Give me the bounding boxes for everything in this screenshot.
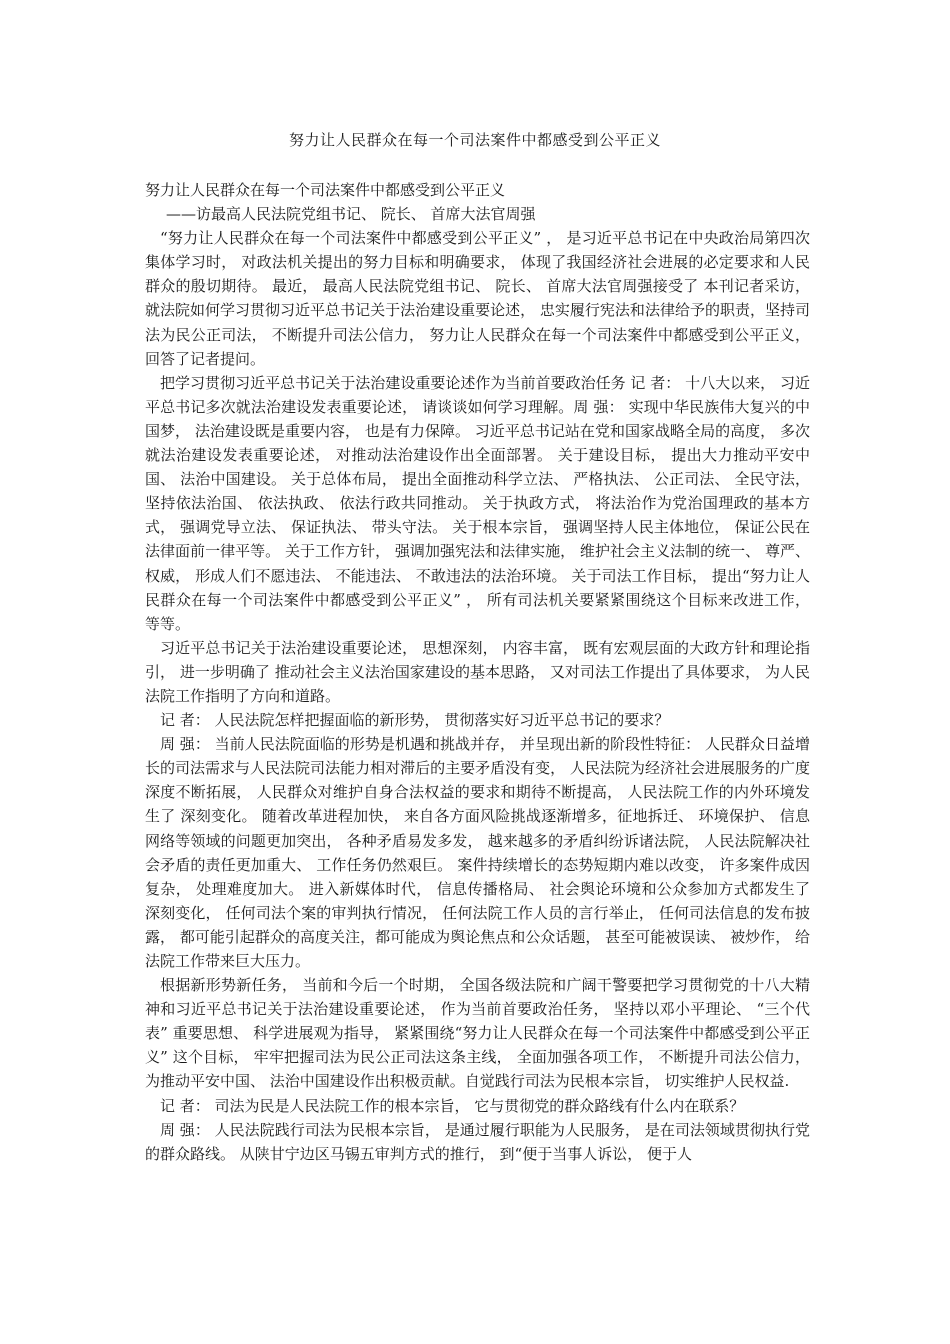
paragraph-3: 习近平总书记关于法治建设重要论述， 思想深刻， 内容丰富， 既有宏观层面的大政方针和理论指引， 进一步明确了 推动社会主义法治国家建设的基本思路， 又对司法工作提出了具体要求， 为人民法院工作指明了方向和道路。 — [145, 638, 810, 705]
paragraph-1: “努力让人民群众在每一个司法案件中都感受到公平正义” ， 是习近平总书记在中央政治局第四次集体学习时， 对政法机关提出的努力目标和明确要求， 体现了我国经济社会进展的必定要求和人民群众的殷切期待。 最近， 最高人民法院党组书记、 院长、 首席大法官周强接受了 本刊记者采访， 就法院如何学习贯彻习近平总书记关于法治建设重要论述， 忠实履行宪法和法律给予的职责，坚持司法为民公正司法， 不断提升司法公信力， 努力让人民群众在每一个司法案件中都感受到公平正义， 回答了记者提问。 — [145, 229, 810, 368]
paragraph-7: 记 者： 司法为民是人民法院工作的根本宗旨， 它与贯彻党的群众路线有什么内在联系？ — [160, 1096, 745, 1115]
document-title: 努力让人民群众在每一个司法案件中都感受到公平正义 — [288, 131, 661, 149]
paragraph-8: 周 强： 人民法院践行司法为民根本宗旨， 是通过履行职能为人民服务， 是在司法领域贯彻执行党的群众路线。 从陕甘宁边区马锡五审判方式的推行， 到“便于当事人诉讼， 便于人 — [145, 1120, 810, 1163]
document-body — [145, 178, 810, 1166]
paragraph-5: 周 强： 当前人民法院面临的形势是机遇和挑战并存， 并呈现出新的阶段性特征： 人民群众日益增长的司法需求与人民法院司法能力相对滞后的主要矛盾没有变， 人民法院为经济社会进展服务的广度深度不断拓展， 人民群众对维护自身合法权益的要求和期待不断提高， 人民法院工作的内外环境发生了 深刻变化。 随着改革进程加快， 来自各方面风险挑战逐渐增多，征地拆迁、 环境保护、 信息网络等领域的问题更加突出， 各种矛盾易发多发， 越来越多的矛盾纠纷诉诸法院， 人民法院解决社会矛盾的责任更加重大、 工作任务仍然艰巨。 案件持续增长的态势短期内难以改变， 许多案件成因复杂， 处理难度加大。 进入新媒体时代， 信息传播格局、 社会舆论环境和公众参加方式都发生了 深刻变化， 任何司法个案的审判执行情况， 任何法院工作人员的言行举止， 任何司法信息的发布披露， 都可能引起群众的高度关注，都可能成为舆论焦点和公众话题， 甚至可能被误读、 被炒作， 给法院工作带来巨大压力。 — [145, 735, 810, 970]
paragraph-2: 把学习贯彻习近平总书记关于法治建设重要论述作为当前首要政治任务 记 者： 十八大以来， 习近平总书记多次就法治建设发表重要论述， 请谈谈如何学习理解。周 强： 实现中华民族伟大复兴的中国梦， 法治建设既是重要内容， 也是有力保障。 习近平总书记站在党和国家战略全局的高度， 多次就法治建设发表重要论述， 对推动法治建设作出全面部署。 关于建设目标， 提出大力推动平安中国、 法治中国建设。 关于总体布局， 提出全面推动科学立法、 严格执法、 公正司法、 全民守法， 坚持依法治国、 依法执政、 依法行政共同推动。 关于执政方式， 将法治作为党治国理政的基本方式， 强调党导立法、 保证执法、 带头守法。 关于根本宗旨， 强调坚持人民主体地位， 保证公民在法律面前一律平等。 关于工作方针， 强调加强宪法和法律实施， 维护社会主义法制的统一、 尊严、 权威， 形成人们不愿违法、 不能违法、 不敢违法的法治环境。 关于司法工作目标， 提出“努力让人民群众在每一个司法案件中都感受到公平正义” ， 所有司法机关要紧紧围绕这个目标来改进工作， 等等。 — [145, 373, 810, 633]
paragraph-6: 根据新形势新任务， 当前和今后一个时期， 全国各级法院和广阔干警要把学习贯彻党的十八大精神和习近平总书记关于法治建设重要论述， 作为当前首要政治任务， 坚持以邓小平理论、 “三个代表” 重要思想、 科学进展观为指导， 紧紧围绕“努力让人民群众在每一个司法案件中都感受到公平正义” 这个目标， 牢牢把握司法为民公正司法这条主线， 全面加强各项工作， 不断提升司法公信力， 为推动平安中国、 法治中国建设作出积极贡献。自觉践行司法为民根本宗旨， 切实维护人民权益. — [145, 976, 810, 1091]
article-subtitle: ——访最高人民法院党组书记、 院长、 首席大法官周强 — [166, 205, 536, 224]
paragraph-4: 记 者： 人民法院怎样把握面临的新形势， 贯彻落实好习近平总书记的要求？ — [160, 711, 670, 730]
article-heading: 努力让人民群众在每一个司法案件中都感受到公平正义 — [145, 181, 506, 199]
